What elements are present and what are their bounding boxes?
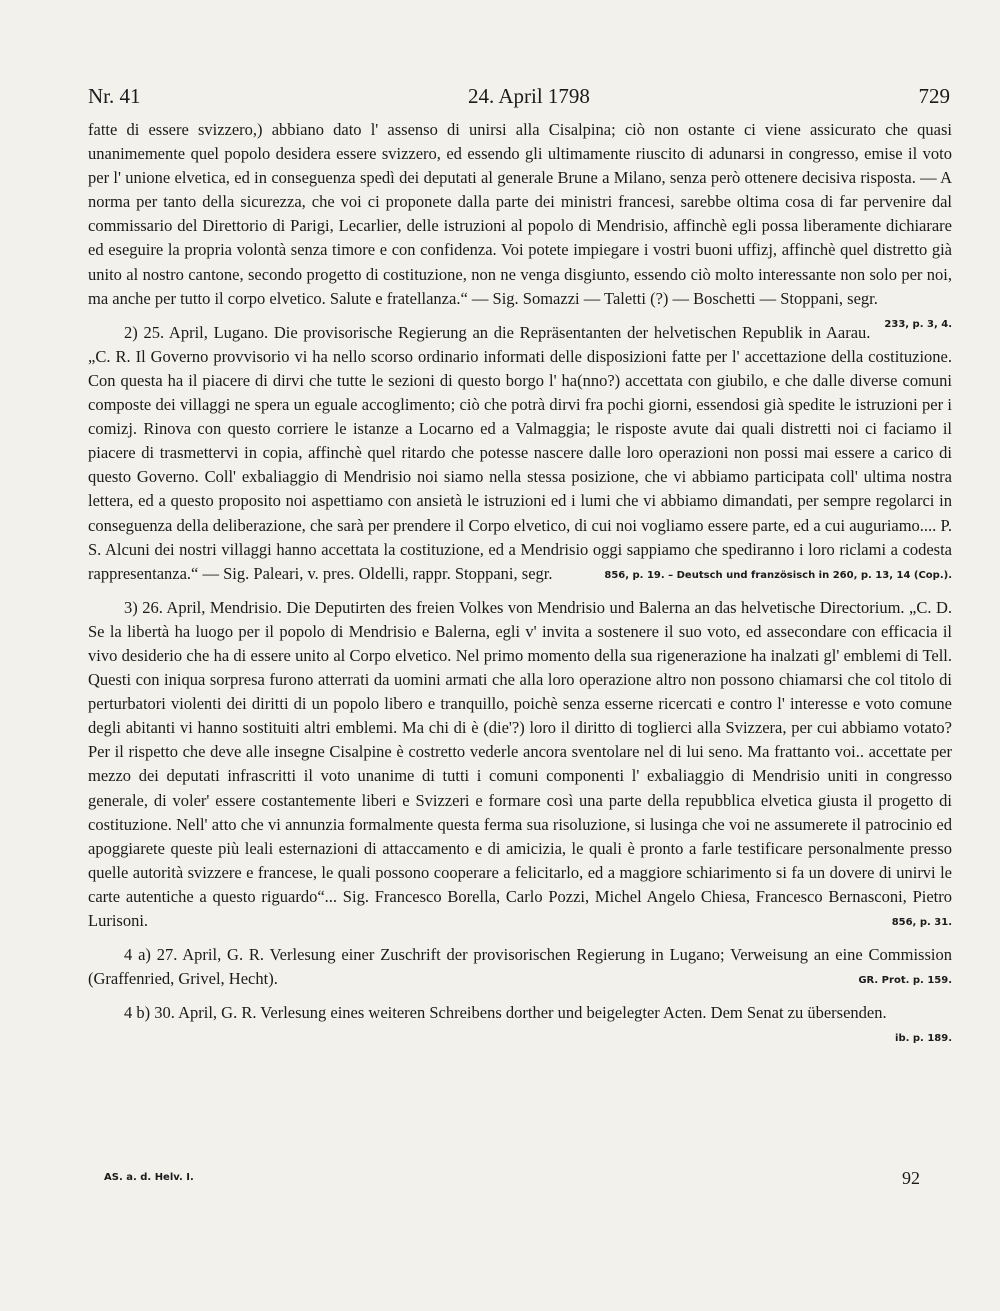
paragraph-text: 4 b) 30. April, G. R. Verlesung eines weiteren Schreibens dorther und beigelegter Acten. Dem Senat zu übersenden. [124, 1003, 887, 1023]
paragraph-text: 3) 26. April, Mendrisio. Die Deputirten des freien Volkes von Mendrisio und Balerna an das helvetische Directorium. „C. D. Se la libertà ha luogo per il popolo di Mendrisio e Balerna, egli v' invita a sostenere il suo voto, ed assecondare con efficacia il vivo desiderio che ha di essere unito al Corpo elvetico. Nel primo momento della sua rigenerazione ha inalzati gl' emblemi di Tell. Questi con iniqua sorpresa furono atterrati da uomini armati che alla loro operazione altro non possono chiamarsi che col titolo di perturbatori violenti dei diritti di un popolo libero e tranquillo, poichè senza esserne ricercati e contro l' interesse e voto comune degli abitanti vi hanno sostituiti altri emblemi. Ma chi di è (die'?) loro il diritto di toglierci alla Svizzera, per cui abbiamo votato? Per il rispetto che deve alle insegne Cisalpine è costretto vederle ancora sventolare nel di lui seno. Ma frattanto voi.. accettate per mezzo dei deputati infrascritti il voto unanime di tutti i comuni componenti l' exbaliaggio di Mendrisio uniti in congresso generale, di voler' essere costantemente liberi e Svizzeri e formare così una parte della repubblica elvetica giusta il progetto di costituzione. Nell' atto che vi annunzia formalmente questa ferma sua risoluzione, si lusinga che voi ne assumerete il patrocinio ed apoggiarete queste più leali esternazioni di attaccamento e di amicizia, le quali è pronto a farle testificare personalmente presso quelle autorità svizzere e francese, le quali possono cooperare a felicitarlo, ed a maggiore schiarimento si fa un dovere di unirvi le carte autentiche a questo riguardo“... Sig. Francesco Borella, Carlo Pozzi, Michel Angelo Chiesa, Francesco Bernasconi, Pietro Lurisoni. [88, 597, 952, 930]
paragraph-continuation [88, 118, 952, 330]
source-reference: 856, p. 31. [891, 917, 952, 928]
paragraph-text: fatte di essere svizzero,) abbiano dato l' assenso di unirsi alla Cisalpina; ciò non ostante ci viene assicurato che quasi unanimemente quel popolo desidera essere svizzero, ed essendo gli ultimamente riuscito di adunarsi in congresso, emise il voto per l' unione elvetica, ed in conseguenza spedì dei deputati al generale Brune a Milano, senza però ottenere decisiva risposta. — A norma per tanto della sicurezza, che voi ci proponete dalla parte dei ministri francesi, sarebbe oltima cosa di far pervenire dal commissario del Direttorio di Parigi, Lecarlier, delle istruzioni al popolo di Mendrisio, affinchè egli possa liberamente dichiarare ed eseguire la propria volontà senza timore e con confidenza. Voi potete impiegare i vostri buoni uffizj, affinchè quel distretto già unito al nostro cantone, secondo progetto di costituzione, non ne venga disgiunto, essendo ciò molto interessante non solo per noi, ma anche per tutto il corpo elvetico. Salute e fratellanza.“ — Sig. Somazzi — Taletti (?) — Boschetti — Stoppani, segr. [88, 120, 952, 308]
source-reference: ib. p. 189. [895, 1033, 952, 1045]
sheet-number: 92 [902, 1168, 920, 1188]
entry-3 [88, 596, 952, 933]
entry-4a [88, 943, 952, 991]
entry-2 [88, 321, 952, 586]
paragraph-text: 2) 25. April, Lugano. Die provisorische Regierung an die Repräsentanten der helvetischen Republik in Aarau. „C. R. Il Governo provvisorio vi ha nello scorso ordinario informati delle disposizioni fatte per l' accettazione della costituzione. Con questa ha il piacere di dirvi che tutte le sezioni di questo borgo l' ha(nno?) accettata con giubilo, e che dalle diverse comuni composte dei villaggi ne spera un eguale accoglimento; ciò che potrà dirvi fra pochi giorni, essendosi già spedite le istruzioni per i comizj. Rinova con questo corriere le istanze a Locarno ed a Valmaggia; le risposte avute dai quali distretti noi ci faciamo il piacere di trasmettervi in copia, affinchè quel ritardo che potesse nascere dalle loro operazioni non possi mai essere a carico di questo Governo. Coll' exbaliaggio di Mendrisio noi siamo nella stessa posizione, che vi abbiamo participata coll' ultima nostra lettera, ed a questo proposito noi aspettiamo con ansietà le istruzioni ed i lumi che vi abbiamo dimandati, per sempre regolarci in conseguenza della deliberazione, che sarà per prendere il Corpo elvetico, di cui noi vogliamo essere parte, ed a cui auguriamo.... P. S. Alcuni dei nostri villaggi hanno accettata la costituzione, ed a Mendrisio oggi sappiamo che spediranno i loro riclami a codesta rappresentanza.“ — Sig. Paleari, v. pres. Oldelli, rappr. Stoppani, segr. [88, 322, 952, 583]
document-number: Nr. 41 [88, 84, 141, 108]
signature-mark: AS. a. d. Helv. I. [104, 1172, 194, 1183]
page-header [88, 84, 950, 114]
page-number: 729 [918, 84, 950, 108]
document-body [88, 118, 952, 1051]
source-reference: 856, p. 19. – Deutsch und französisch in 260, p. 13, 14 (Cop.). [604, 569, 952, 581]
paragraph-text: 4 a) 27. April, G. R. Verlesung einer Zuschrift der provisorischen Regierung in Lugano; Verweisung an eine Commission (Graffenried, Grivel, Hecht). [88, 945, 952, 989]
document-date: 24. April 1798 [468, 84, 590, 108]
source-reference: GR. Prot. p. 159. [858, 975, 952, 987]
entry-4b [88, 1001, 952, 1045]
source-reference: 233, p. 3, 4. [884, 318, 952, 330]
page-footer [88, 1168, 920, 1192]
